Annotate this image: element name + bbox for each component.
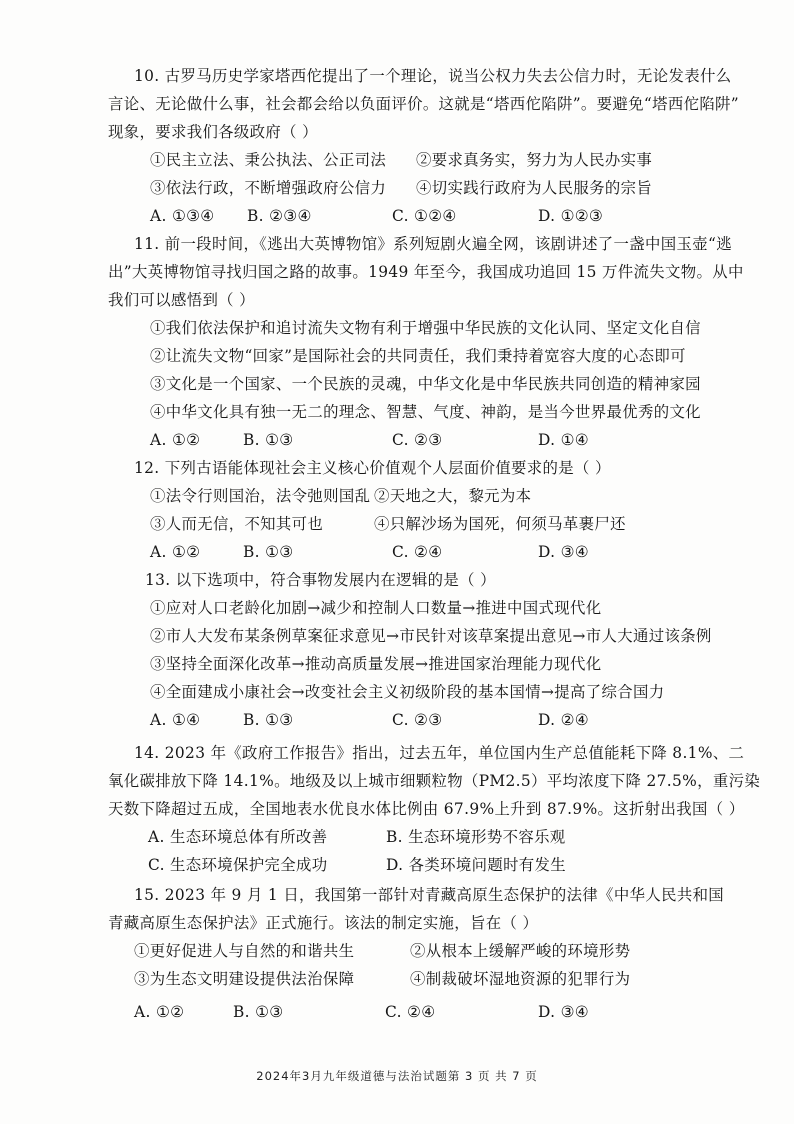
answer-option-b: B. 生态环境形势不容乐观 bbox=[386, 828, 566, 846]
answer-option-c: C. ①②④ bbox=[392, 207, 457, 225]
answer-option-d: D. 各类环境问题时有发生 bbox=[386, 856, 567, 874]
answer-option-a: A. ①② bbox=[150, 543, 201, 561]
statement-item: ②从根本上缓解严峻的环境形势 bbox=[410, 942, 631, 960]
statement-item: ④中华文化具有独一无二的理念、智慧、气度、神韵，是当今世界最优秀的文化 bbox=[150, 403, 701, 421]
answer-option-a: A. 生态环境总体有所改善 bbox=[148, 828, 328, 846]
question-stem-line: 青藏高原生态保护法》正式施行。该法的制定实施，旨在（ ） bbox=[108, 914, 539, 932]
statement-item: ④只解沙场为国死，何须马革裹尸还 bbox=[374, 515, 626, 533]
statement-item: ②让流失文物“回家”是国际社会的共同责任，我们秉持着宽容大度的心态即可 bbox=[150, 347, 686, 365]
statement-item: ④切实践行政府为人民服务的宗旨 bbox=[416, 179, 653, 197]
answer-option-b: B. ①③ bbox=[243, 543, 294, 561]
answer-option-d: D. ③④ bbox=[538, 1003, 589, 1021]
question-stem-line: 11. 前一段时间，《逃出大英博物馆》系列短剧火遍全网，该剧讲述了一盏中国玉壶“逃 bbox=[134, 235, 732, 253]
answer-option-a: A. ①③④ bbox=[150, 207, 215, 225]
question-stem-line: 出”大英博物馆寻找归国之路的故事。1949 年至今，我国成功追回 15 万件流失文物。从中 bbox=[108, 263, 744, 281]
question-stem-line: 我们可以感悟到（ ） bbox=[108, 291, 255, 309]
answer-option-b: B. ①③ bbox=[243, 711, 294, 729]
answer-option-b: B. ①③ bbox=[243, 431, 294, 449]
statement-item: ①更好促进人与自然的和谐共生 bbox=[134, 942, 355, 960]
question-stem-line: 现象，要求我们各级政府（ ） bbox=[108, 123, 318, 141]
question-stem-line: 12. 下列古语能体现社会主义核心价值观个人层面价值要求的是（ ） bbox=[134, 459, 611, 477]
answer-option-d: D. ②④ bbox=[538, 711, 589, 729]
statement-item: ②要求真务实，努力为人民办实事 bbox=[416, 151, 653, 169]
answer-option-a: A. ①② bbox=[150, 431, 201, 449]
answer-option-c: C. ②④ bbox=[385, 1003, 436, 1021]
statement-item: ①我们依法保护和追讨流失文物有利于增强中华民族的文化认同、坚定文化自信 bbox=[150, 319, 701, 337]
answer-option-a: A. ①④ bbox=[150, 711, 201, 729]
statement-item: ③依法行政，不断增强政府公信力 bbox=[150, 179, 387, 197]
statement-item: ③为生态文明建设提供法治保障 bbox=[134, 970, 355, 988]
statement-item: ④全面建成小康社会→改变社会主义初级阶段的基本国情→提高了综合国力 bbox=[150, 683, 665, 701]
statement-item: ④制裁破坏湿地资源的犯罪行为 bbox=[410, 970, 631, 988]
question-stem-line: 13. 以下选项中，符合事物发展内在逻辑的是（ ） bbox=[145, 571, 496, 589]
answer-option-a: A. ①② bbox=[134, 1003, 185, 1021]
statement-item: ③人而无信，不知其可也 bbox=[150, 515, 324, 533]
statement-item: ②市人大发布某条例草案征求意见→市民针对该草案提出意见→市人大通过该条例 bbox=[150, 627, 712, 645]
question-stem-line: 10. 古罗马历史学家塔西佗提出了一个理论，说当公权力失去公信力时，无论发表什么 bbox=[134, 67, 732, 85]
answer-option-c: C. ②③ bbox=[392, 711, 443, 729]
answer-option-d: D. ③④ bbox=[538, 543, 589, 561]
statement-item: ②天地之大，黎元为本 bbox=[374, 487, 532, 505]
answer-option-c: C. ②④ bbox=[392, 543, 443, 561]
statement-item: ①法令行则国治，法令弛则国乱 bbox=[150, 487, 371, 505]
question-stem-line: 言论、无论做什么事，社会都会给以负面评价。这就是“塔西佗陷阱”。要避免“塔西佗陷阱” bbox=[108, 95, 740, 113]
statement-item: ③文化是一个国家、一个民族的灵魂，中华文化是中华民族共同创造的精神家园 bbox=[150, 375, 701, 393]
statement-item: ①应对人口老龄化加剧→减少和控制人口数量→推进中国式现代化 bbox=[150, 599, 602, 617]
answer-option-c: C. 生态环境保护完全成功 bbox=[148, 856, 328, 874]
question-stem-line: 15. 2023 年 9 月 1 日，我国第一部针对青藏高原生态保护的法律《中华人民共和国 bbox=[134, 886, 725, 904]
statement-item: ①民主立法、秉公执法、公正司法 bbox=[150, 151, 387, 169]
statement-item: ③坚持全面深化改革→推动高质量发展→推进国家治理能力现代化 bbox=[150, 655, 602, 673]
question-stem-line: 14. 2023 年《政府工作报告》指出，过去五年，单位国内生产总值能耗下降 8.1%、二 bbox=[134, 744, 745, 762]
answer-option-d: D. ①④ bbox=[538, 431, 589, 449]
question-stem-line: 天数下降超过五成，全国地表水优良水体比例由 67.9%上升到 87.9%。这折射出我国（ ） bbox=[108, 800, 745, 818]
answer-option-b: B. ①③ bbox=[233, 1003, 284, 1021]
answer-option-c: C. ②③ bbox=[392, 431, 443, 449]
page-footer: 2024年3月九年级道德与法治试题第 3 页 共 7 页 bbox=[256, 1069, 538, 1083]
answer-option-d: D. ①②③ bbox=[538, 207, 604, 225]
answer-option-b: B. ②③④ bbox=[247, 207, 312, 225]
question-stem-line: 氧化碳排放下降 14.1%。地级及以上城市细颗粒物（PM2.5）平均浓度下降 27.5%，重污染 bbox=[108, 772, 761, 790]
